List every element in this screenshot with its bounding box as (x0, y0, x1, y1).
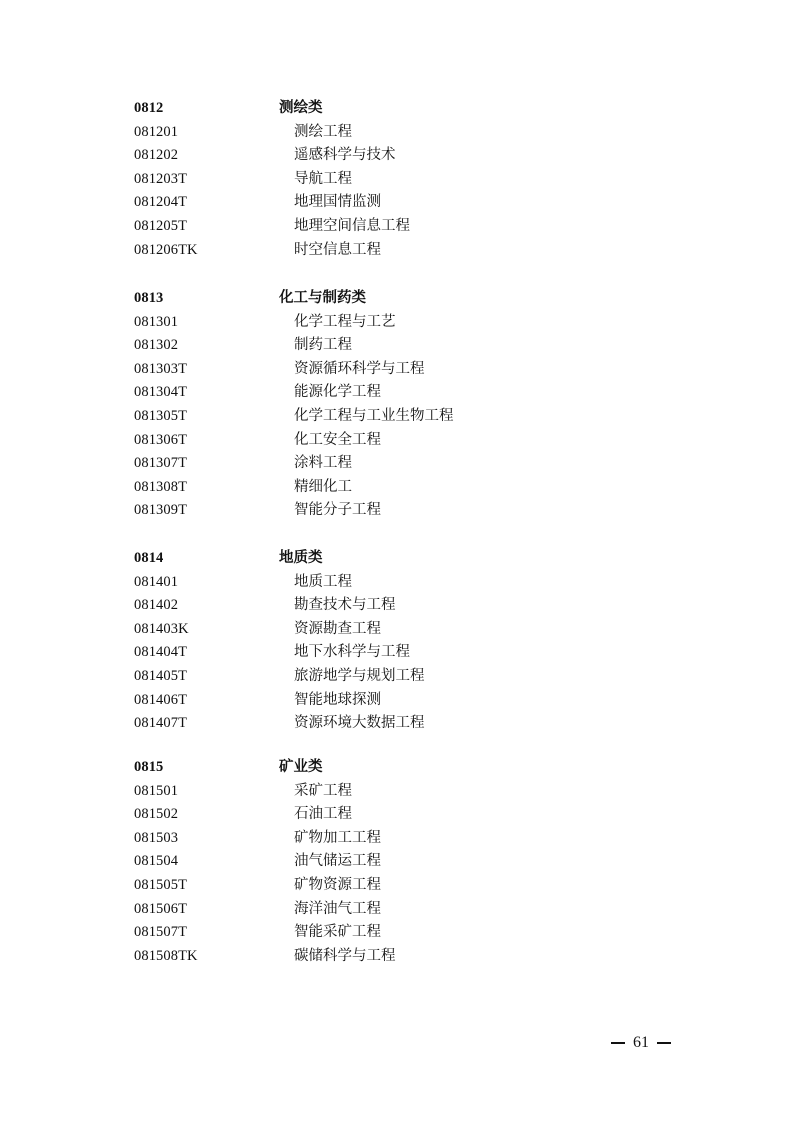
major-code: 081503 (134, 829, 179, 846)
major-code: 081306T (134, 431, 188, 448)
major-name: 地质工程 (294, 573, 352, 590)
major-code: 081301 (134, 313, 179, 330)
list-item (134, 803, 694, 827)
list-item (134, 499, 694, 523)
major-code: 081204T (134, 194, 188, 211)
major-code: 081403K (134, 620, 189, 637)
list-item (134, 452, 694, 476)
group-name: 地质类 (279, 550, 323, 566)
list-item (134, 121, 694, 145)
major-group-0812 (134, 97, 694, 262)
major-name: 资源循环科学与工程 (294, 360, 425, 377)
major-code: 081305T (134, 407, 188, 424)
group-header (134, 287, 694, 311)
list-item (134, 921, 694, 945)
list-item (134, 311, 694, 335)
list-item (134, 381, 694, 405)
major-name: 化学工程与工艺 (294, 313, 396, 330)
major-code: 081205T (134, 217, 188, 234)
major-name: 油气储运工程 (294, 853, 381, 870)
group-code: 0812 (134, 100, 164, 116)
major-code: 081507T (134, 924, 188, 941)
major-code: 081206TK (134, 241, 198, 258)
list-item (134, 594, 694, 618)
group-name: 测绘类 (279, 100, 323, 116)
list-item (134, 945, 694, 969)
list-item (134, 712, 694, 736)
major-name: 智能地球探测 (294, 691, 381, 708)
page-number-text: 61 (633, 1034, 649, 1051)
page-number (611, 1034, 671, 1052)
major-name: 石油工程 (294, 806, 352, 823)
list-item (134, 874, 694, 898)
group-code: 0814 (134, 550, 164, 566)
major-name: 资源环境大数据工程 (294, 715, 425, 732)
major-name: 地下水科学与工程 (294, 644, 410, 661)
list-item (134, 405, 694, 429)
major-name: 资源勘查工程 (294, 620, 381, 637)
major-code: 081307T (134, 455, 188, 472)
major-code: 081501 (134, 782, 179, 799)
major-group-0814 (134, 547, 694, 736)
major-name: 智能采矿工程 (294, 924, 381, 941)
major-code: 081506T (134, 900, 188, 917)
group-header (134, 547, 694, 571)
major-group-0815 (134, 756, 694, 968)
major-name: 化工安全工程 (294, 431, 381, 448)
major-code: 081309T (134, 502, 188, 519)
major-code: 081304T (134, 384, 188, 401)
list-item (134, 168, 694, 192)
major-group-0813 (134, 287, 694, 523)
major-name: 海洋油气工程 (294, 900, 381, 917)
list-item (134, 476, 694, 500)
major-name: 勘查技术与工程 (294, 597, 396, 614)
major-name: 矿物加工工程 (294, 829, 381, 846)
major-name: 时空信息工程 (294, 241, 381, 258)
list-item (134, 358, 694, 382)
major-name: 碳储科学与工程 (294, 947, 396, 964)
major-code: 081406T (134, 691, 188, 708)
major-name: 能源化学工程 (294, 384, 381, 401)
list-item (134, 898, 694, 922)
list-item (134, 239, 694, 263)
major-code: 081303T (134, 360, 188, 377)
list-item (134, 665, 694, 689)
major-name: 精细化工 (294, 478, 352, 495)
list-item (134, 144, 694, 168)
major-name: 智能分子工程 (294, 502, 381, 519)
group-name: 化工与制药类 (279, 290, 366, 306)
group-code: 0813 (134, 290, 164, 306)
major-name: 采矿工程 (294, 782, 352, 799)
list-item (134, 191, 694, 215)
group-header (134, 756, 694, 780)
major-name: 地理国情监测 (294, 194, 381, 211)
list-item (134, 641, 694, 665)
major-code: 081401 (134, 573, 179, 590)
group-header (134, 97, 694, 121)
list-item (134, 618, 694, 642)
major-code: 081203T (134, 170, 188, 187)
group-name: 矿业类 (279, 759, 323, 775)
list-item (134, 689, 694, 713)
major-name: 化学工程与工业生物工程 (294, 407, 454, 424)
list-item (134, 850, 694, 874)
major-code: 081405T (134, 667, 188, 684)
major-code: 081505T (134, 876, 188, 893)
major-name: 旅游地学与规划工程 (294, 667, 425, 684)
major-name: 导航工程 (294, 170, 352, 187)
major-code: 081407T (134, 715, 188, 732)
major-name: 测绘工程 (294, 123, 352, 140)
major-name: 涂料工程 (294, 455, 352, 472)
major-code: 081504 (134, 853, 179, 870)
major-code: 081201 (134, 123, 179, 140)
list-item (134, 429, 694, 453)
major-name: 地理空间信息工程 (294, 217, 410, 234)
major-code: 081404T (134, 644, 188, 661)
group-code: 0815 (134, 759, 164, 775)
list-item (134, 827, 694, 851)
list-item (134, 215, 694, 239)
major-code: 081402 (134, 597, 179, 614)
major-name: 制药工程 (294, 337, 352, 354)
major-code: 081202 (134, 147, 179, 164)
major-code: 081502 (134, 806, 179, 823)
list-item (134, 780, 694, 804)
major-code: 081308T (134, 478, 188, 495)
major-name: 矿物资源工程 (294, 876, 381, 893)
list-item (134, 334, 694, 358)
list-item (134, 571, 694, 595)
major-code: 081508TK (134, 947, 198, 964)
major-code: 081302 (134, 337, 179, 354)
left-dash (611, 1042, 625, 1044)
right-dash (657, 1042, 671, 1044)
major-name: 遥感科学与技术 (294, 147, 396, 164)
